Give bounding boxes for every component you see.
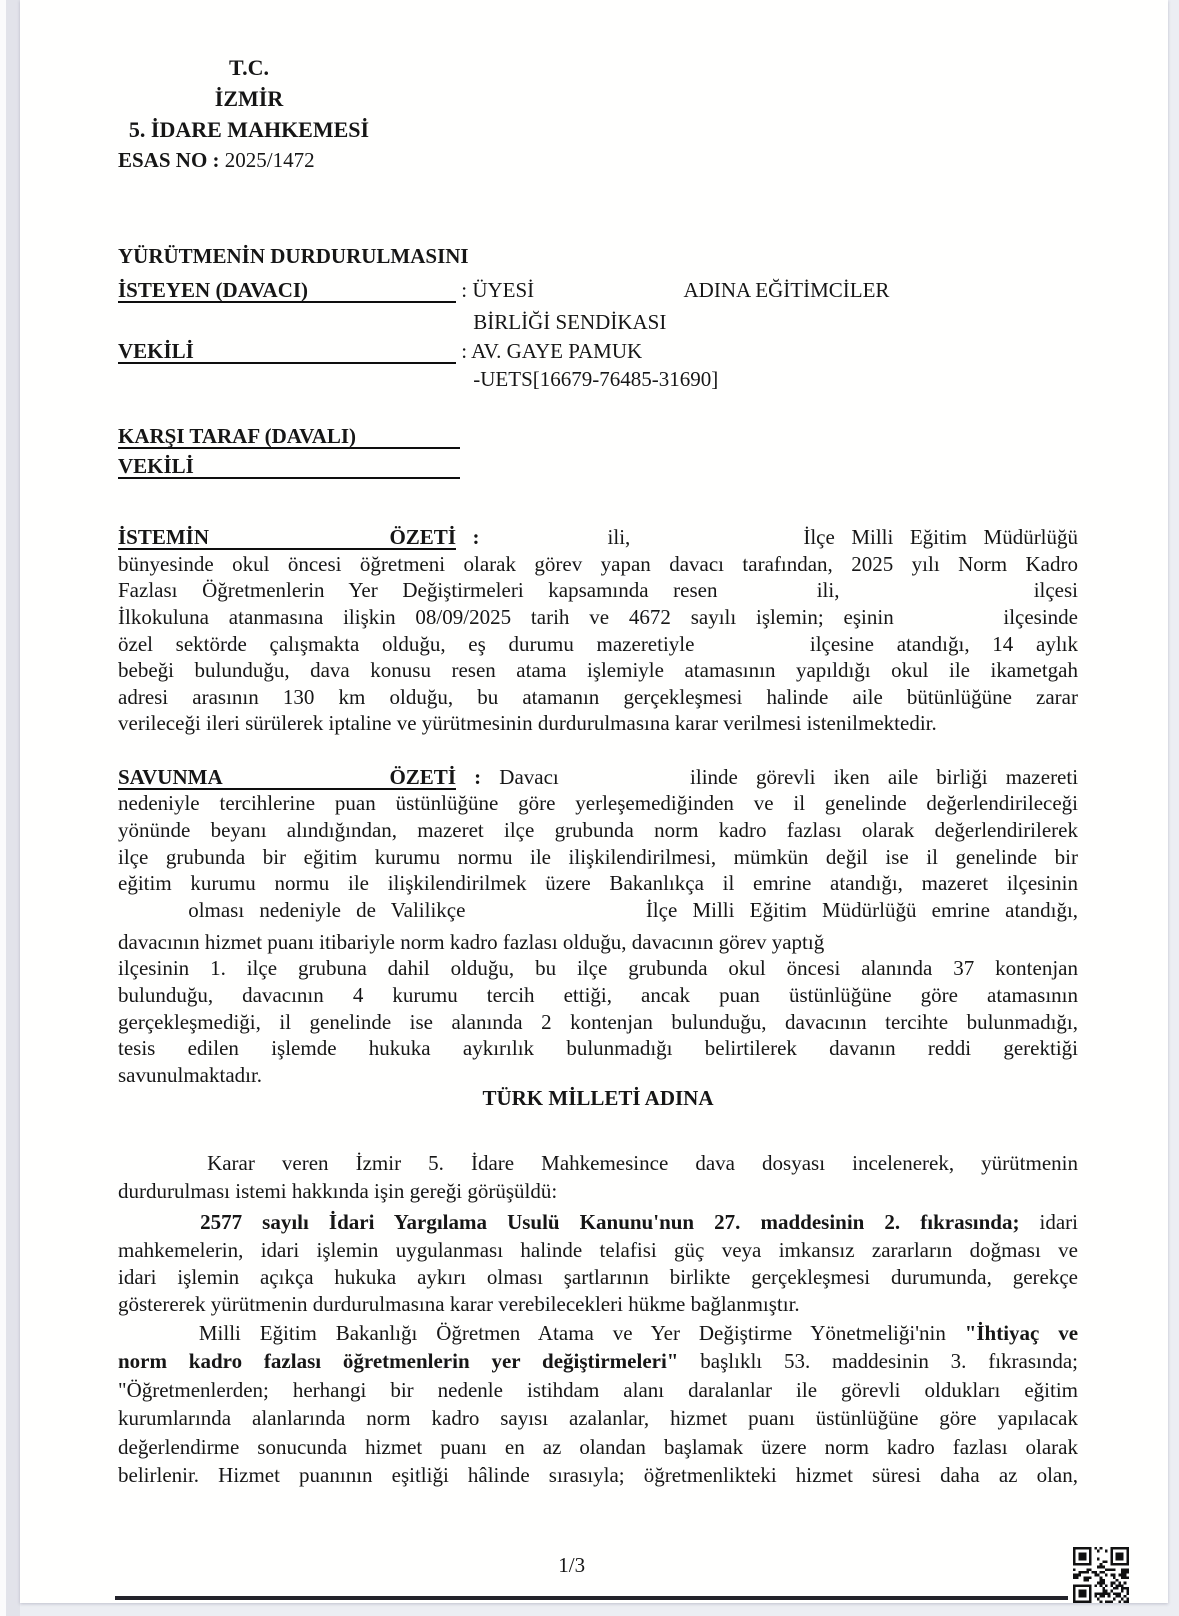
text-segment: ADINA EĞİTİMCİLER (683, 278, 890, 302)
document-text-line (118, 955, 1078, 982)
field-label: İSTEYEN (DAVACI) (118, 277, 456, 303)
field-label: İSTEMİN ÖZETİ (118, 525, 456, 549)
document-text-line (118, 1264, 1078, 1291)
text-segment: yönünde beyanı alındığından, mazeret ilçe grubunda norm kadro fazlası olarak değerlendirilerek (118, 818, 1078, 842)
text-segment: BİRLİĞİ SENDİKASI (473, 310, 667, 334)
document-text-line (118, 790, 1078, 817)
court-header (118, 52, 380, 145)
document-text-line (118, 897, 1078, 924)
redaction-gap (118, 1168, 180, 1170)
header-tc: T.C. (229, 55, 269, 80)
text-segment: : ÜYESİ (461, 278, 535, 302)
redaction-gap (118, 1227, 180, 1229)
redaction-gap (864, 595, 1009, 597)
text-segment: başlıklı 53. maddesinin 3. fıkrasında; (700, 1349, 1078, 1373)
document-text-line (118, 1178, 1078, 1205)
document-text-line (118, 1035, 1078, 1062)
text-segment: ilinde görevli iken aile birliği mazereti (690, 765, 1078, 789)
scan-artifact-line (115, 1596, 1068, 1600)
redaction-gap (577, 782, 672, 784)
text-segment: İlçe Milli Eğitim Müdürlüğü emrine atandığı, (645, 898, 1078, 922)
redaction-gap (481, 915, 631, 917)
document-text-line (118, 1291, 1078, 1318)
document-text-line (118, 1150, 1078, 1177)
redaction-gap (914, 622, 984, 624)
text-segment: Milli Eğitim Bakanlığı Öğretmen Atama ve Yer Değiştirme Yönetmeliği'nin (198, 1321, 946, 1345)
qr-code (1073, 1547, 1129, 1603)
document-text-line (118, 870, 1078, 897)
text-segment: kurumlarında alanlarında norm kadro sayısı azalanlar, hizmet puanı üstünlüğüne göre yapılacak (118, 1406, 1078, 1430)
text-segment: nedeniyle tercihlerine puan üstünlüğüne göre yerleşemediğinden ve il genelinde değerlendirileceği (118, 791, 1078, 815)
vekili-line (118, 338, 1078, 365)
case-number-value: 2025/1472 (224, 148, 315, 172)
document-text-line (118, 1377, 1078, 1404)
document-text-line (118, 1462, 1078, 1489)
redaction-gap (118, 1338, 180, 1340)
text-segment: ilçe grubunda bir eğitim kurumu normu ile ilişkilendirilmesi, mümkün değil ise il genelinde bir (118, 845, 1078, 869)
header-city: İZMİR (214, 86, 284, 111)
davaci-line (118, 277, 1078, 304)
document-text-line (118, 817, 1078, 844)
document-text-line (118, 1434, 1078, 1461)
text-segment: değerlendirme sonucunda hizmet puanı en az olandan başlamak üzere norm kadro fazlası olarak (118, 1435, 1078, 1459)
text-segment: İlkokuluna atanmasına ilişkin 08/09/2025 tarih ve 4672 sayılı işlemin; eşinin (118, 605, 894, 629)
text-segment: göstererek yürütmenin durdurulmasına karar verebilecekleri hükme bağlanmıştır. (118, 1292, 800, 1316)
text-segment: ilçesi (1033, 578, 1078, 602)
text-segment: gerçekleşmediği, il genelinde ise alanında 2 kontenjan bulunduğu, davacının tercihte bulunmadığı, (118, 1010, 1078, 1034)
text-segment: ili, (816, 578, 840, 602)
document-text-line (118, 1209, 1078, 1236)
document-text-line (118, 1405, 1078, 1432)
document-text-line (118, 1237, 1078, 1264)
case-number-line (118, 147, 1078, 174)
redaction-gap (118, 327, 468, 329)
davali-vekili-line (118, 453, 1078, 480)
text-segment: YÜRÜTMENİN DURDURULMASINI (118, 244, 469, 268)
document-text-line (118, 657, 1078, 684)
text-segment: ili, (607, 525, 631, 549)
text-segment: savunulmaktadır. (118, 1063, 263, 1087)
istemin-ozeti-line (118, 524, 1078, 551)
text-segment: ilçesine atandığı, 14 aylık (809, 632, 1078, 656)
text-segment: idari (1039, 1210, 1078, 1234)
davaci-line-2 (118, 309, 1078, 336)
text-segment: 2577 sayılı İdari Yargılama Usulü Kanunu'nun 27. maddesinin 2. fıkrasında; (200, 1210, 1020, 1234)
page-number (118, 1552, 1078, 1579)
field-label: VEKİLİ (118, 338, 456, 364)
document-text-line (118, 551, 1078, 578)
case-number-label: ESAS NO : (118, 148, 220, 172)
text-segment: bebeği bulunduğu, dava konusu resen atama işlemiyle atamasının yapıldığı okul ile ikametgah (118, 658, 1078, 682)
text-segment: norm kadro fazlası öğretmenlerin yer değiştirmeleri" (118, 1349, 679, 1373)
text-segment: ilçesinin 1. ilçe grubuna dahil olduğu, bu ilçe grubunda okul öncesi alanında 37 kontenjan (118, 956, 1078, 980)
field-label: KARŞI TARAF (DAVALI) (118, 423, 460, 449)
redaction-gap (742, 595, 792, 597)
text-segment: bünyesinde okul öncesi öğretmeni olarak görev yapan davacı tarafından, 2025 yılı Norm Kadro (118, 552, 1078, 576)
redaction-gap (118, 384, 468, 386)
text-segment: verileceği ileri sürülerek iptaline ve yürütmesinin durdurulmasına karar verilmesi istenilmektedir. (118, 711, 937, 735)
text-segment: mahkemelerin, idari işlemin uygulanması halinde telafisi güç veya imkansız zararların doğması ve (118, 1238, 1078, 1262)
redaction-gap (647, 542, 787, 544)
document-text-line (118, 1348, 1078, 1375)
text-segment: durdurulması istemi hakkında işin gereği görüşüldü: (118, 1179, 558, 1203)
section-heading (118, 1085, 1078, 1112)
document-text-line (118, 577, 1078, 604)
text-segment: : (472, 525, 480, 549)
text-segment: 1/3 (558, 1553, 586, 1577)
davali-line (118, 423, 1078, 450)
text-segment: "İhtiyaç ve (964, 1321, 1078, 1345)
text-segment: olması nedeniyle de Valilikçe (188, 898, 466, 922)
header-court-name: 5. İDARE MAHKEMESİ (128, 117, 370, 142)
text-segment: ilçesinde (1003, 605, 1078, 629)
document-text-line (118, 604, 1078, 631)
text-segment: Davacı (499, 765, 559, 789)
redaction-gap (496, 542, 591, 544)
field-label: VEKİLİ (118, 453, 460, 479)
vekili-uets-line (118, 366, 1078, 393)
text-segment: Karar veren İzmir 5. İdare Mahkemesince dava dosyası incelenerek, yürütmenin (207, 1151, 1078, 1175)
document-text-line (118, 631, 1078, 658)
text-segment: -UETS[16679-76485-31690] (473, 367, 719, 391)
document-text-line (118, 684, 1078, 711)
text-segment: Fazlası Öğretmenlerin Yer Değiştirmeleri kapsamında resen (118, 578, 718, 602)
text-segment: : AV. GAYE PAMUK (461, 339, 643, 363)
document-text-line (118, 1009, 1078, 1036)
text-segment: belirlenir. Hizmet puanının eşitliği hâlinde sırasıyla; öğretmenlikteki hizmet süresi daha az olan, (118, 1463, 1078, 1487)
text-segment: bulunduğu, davacının 4 kurumu tercih ettiği, ancak puan üstünlüğüne göre atamasının (118, 983, 1078, 1007)
text-segment: adresi arasının 130 km olduğu, bu atamanın gerçekleşmesi halinde aile bütünlüğüne zarar (118, 685, 1078, 709)
case-title-line (118, 243, 1078, 270)
savunma-ozeti-line (118, 764, 1078, 791)
redaction-gap (118, 915, 173, 917)
text-segment: tesis edilen işlemde hukuka aykırılık bulunmadığı belirtilerek davanın reddi gerektiği (118, 1036, 1078, 1060)
text-segment: davacının hizmet puanı itibariyle norm kadro fazlası olduğu, davacının görev yaptığ (118, 930, 825, 954)
text-segment: : (474, 765, 482, 789)
document-text-line (118, 710, 1078, 737)
redaction-gap (118, 1570, 553, 1572)
text-segment: eğitim kurumu normu ile ilişkilendirilmek üzere Bakanlıkça il emrine atandığı, mazeret ilçesinin (118, 871, 1078, 895)
redaction-gap (539, 295, 679, 297)
text-segment: "Öğretmenlerden; herhangi bir nedenle istihdam alanı daralanlar ile görevli oldukları eğitim (118, 1378, 1078, 1402)
document-text-line (118, 844, 1078, 871)
text-segment: idari işlemin açıkça hukuka aykırı olması şartlarının birlikte gerçekleşmesi durumunda, gerekçe (118, 1265, 1078, 1289)
document-page (20, 0, 1168, 1603)
document-text-line (118, 929, 1078, 956)
document-text-line (118, 982, 1078, 1009)
field-label: SAVUNMA ÖZETİ (118, 765, 456, 789)
qr-code-image (1073, 1547, 1129, 1603)
text-segment: İlçe Milli Eğitim Müdürlüğü (803, 525, 1078, 549)
redaction-gap (717, 649, 787, 651)
document-text-line (118, 1320, 1078, 1347)
text-segment: TÜRK MİLLETİ ADINA (482, 1086, 714, 1110)
text-segment: özel sektörde çalışmakta olduğu, eş durumu mazeretiyle (118, 632, 695, 656)
